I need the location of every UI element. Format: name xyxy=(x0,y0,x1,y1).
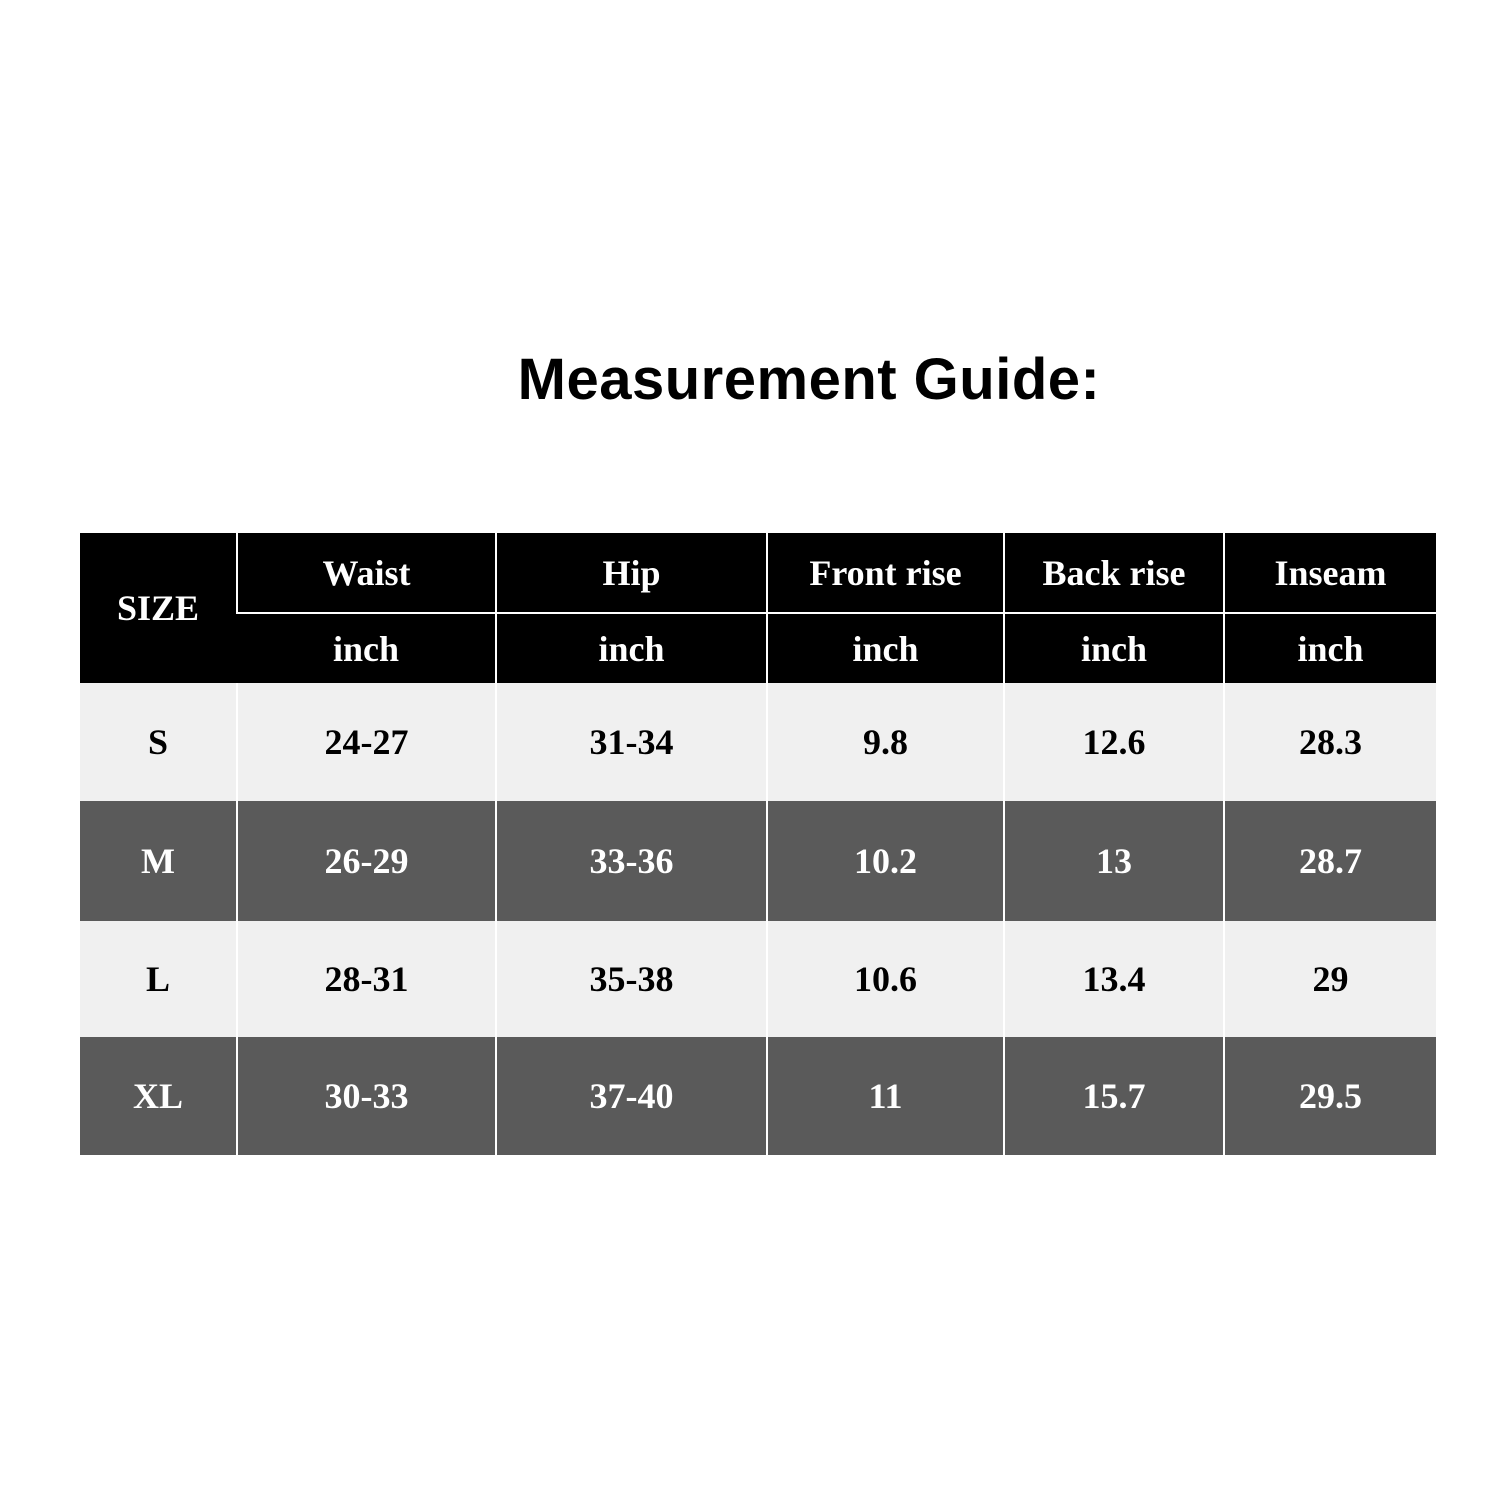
hip-unit-label: inch xyxy=(496,613,767,683)
front-rise-cell: 9.8 xyxy=(767,683,1004,801)
size-column-header: SIZE xyxy=(80,533,237,683)
back-rise-column-header: Back rise xyxy=(1004,533,1224,613)
table-row xyxy=(80,801,1436,921)
size-chart-table xyxy=(80,533,1436,1155)
table-row xyxy=(80,1037,1436,1155)
size-cell: S xyxy=(80,683,237,801)
back-rise-cell: 15.7 xyxy=(1004,1037,1224,1155)
inseam-cell: 28.7 xyxy=(1224,801,1436,921)
inseam-cell: 28.3 xyxy=(1224,683,1436,801)
waist-cell: 26-29 xyxy=(237,801,496,921)
size-cell: L xyxy=(80,921,237,1037)
table-row xyxy=(80,683,1436,801)
size-cell: XL xyxy=(80,1037,237,1155)
waist-unit-label: inch xyxy=(237,613,496,683)
back-rise-cell: 12.6 xyxy=(1004,683,1224,801)
waist-column-header: Waist xyxy=(237,533,496,613)
back-rise-cell: 13 xyxy=(1004,801,1224,921)
waist-cell: 24-27 xyxy=(237,683,496,801)
inseam-cell: 29.5 xyxy=(1224,1037,1436,1155)
table-header-row xyxy=(80,533,1436,613)
table-unit-row xyxy=(80,613,1436,683)
hip-cell: 37-40 xyxy=(496,1037,767,1155)
front-rise-cell: 10.6 xyxy=(767,921,1004,1037)
front-rise-cell: 10.2 xyxy=(767,801,1004,921)
inseam-cell: 29 xyxy=(1224,921,1436,1037)
hip-cell: 31-34 xyxy=(496,683,767,801)
size-cell: M xyxy=(80,801,237,921)
back-rise-unit-label: inch xyxy=(1004,613,1224,683)
page-title: Measurement Guide: xyxy=(517,347,1101,412)
front-rise-cell: 11 xyxy=(767,1037,1004,1155)
waist-cell: 30-33 xyxy=(237,1037,496,1155)
waist-cell: 28-31 xyxy=(237,921,496,1037)
back-rise-cell: 13.4 xyxy=(1004,921,1224,1037)
inseam-column-header: Inseam xyxy=(1224,533,1436,613)
hip-cell: 33-36 xyxy=(496,801,767,921)
front-rise-column-header: Front rise xyxy=(767,533,1004,613)
front-rise-unit-label: inch xyxy=(767,613,1004,683)
inseam-unit-label: inch xyxy=(1224,613,1436,683)
hip-cell: 35-38 xyxy=(496,921,767,1037)
table-row xyxy=(80,921,1436,1037)
hip-column-header: Hip xyxy=(496,533,767,613)
